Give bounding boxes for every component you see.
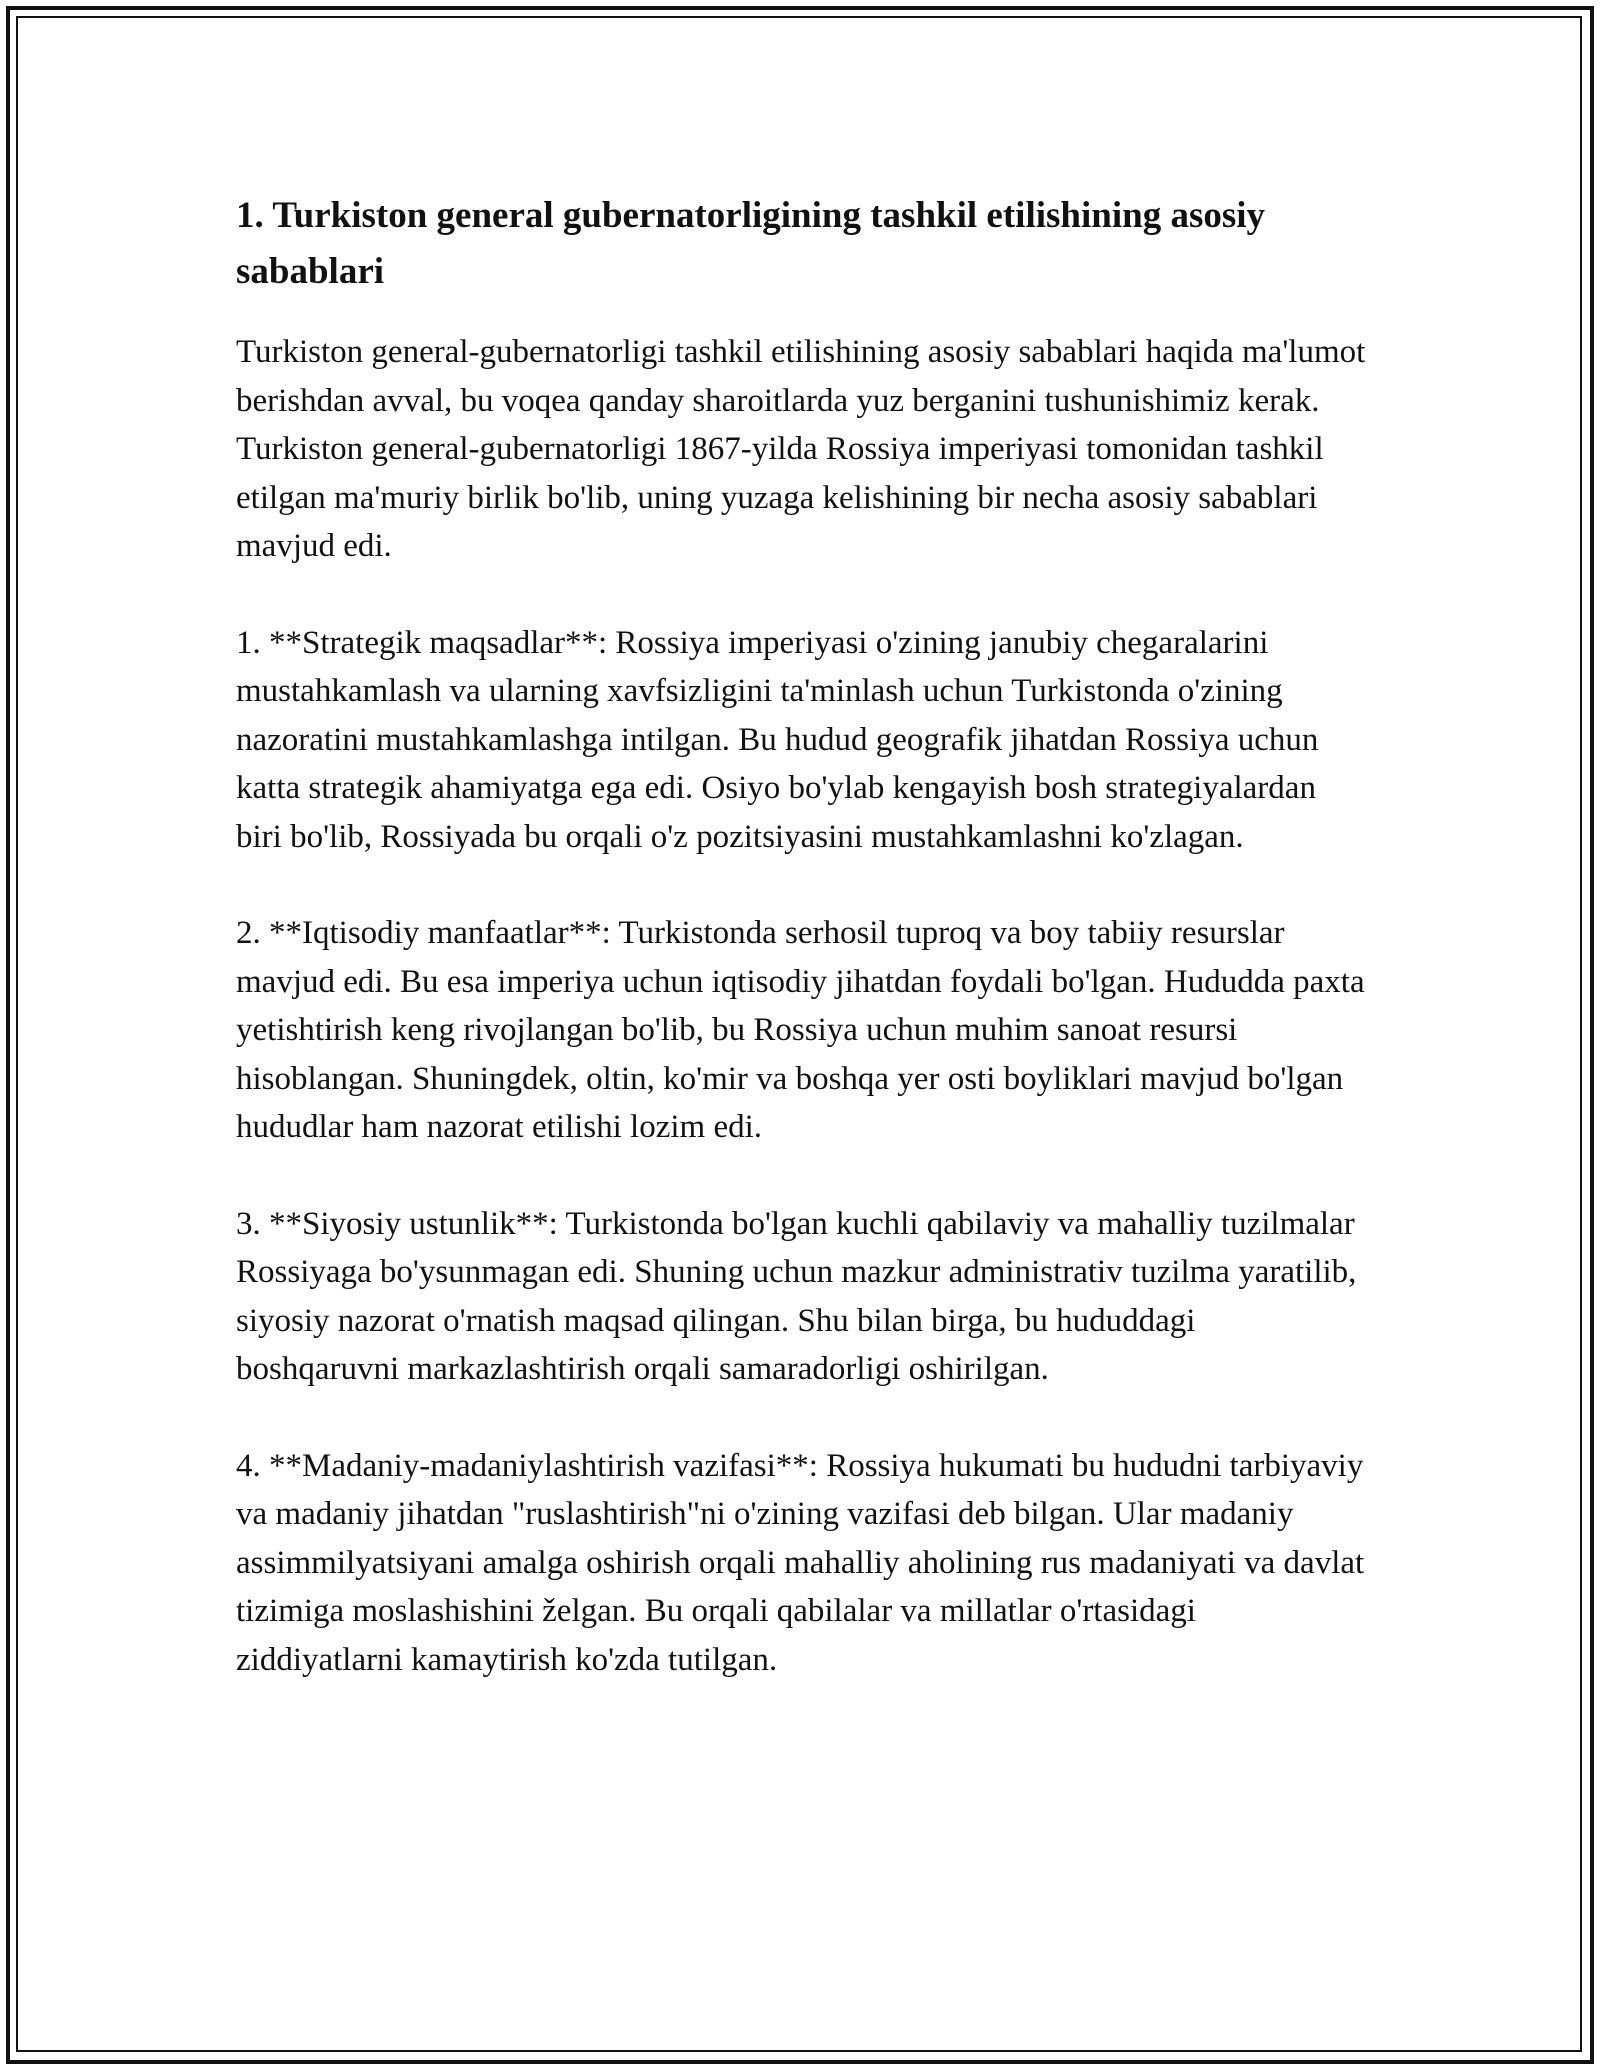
point-political-dominance: 3. **Siyosiy ustunlik**: Turkistonda bo'lgan kuchli qabilaviy va mahalliy tuzilmalar Rossiyaga bo'ysunmagan edi. Shuning uchun mazkur administrativ tuzilma yaratilib, siyosiy nazorat o'rnatish maqsad qilingan. Shu bilan birga, bu hududdagi boshqaruvni markazlashtirish orqali samaradorligi oshirilgan. [236, 1205, 1357, 1387]
document-title: 1. Turkiston general gubernatorligining tashkil etilishining asosiy sabablari [236, 195, 1266, 292]
point-cultural-mission: 4. **Madaniy-madaniylashtirish vazifasi**: Rossiya hukumati bu hududni tarbiyaviy va madaniy jihatdan "ruslashtirish"ni o'zining vazifasi deb bilgan. Ular madaniy assimmilyatsiyani amalga oshirish orqali mahalliy aholining rus madaniyati va davlat tizimiga moslashishini želgan. Bu orqali qabilalar va millatlar o'rtasidagi ziddiyatlarni kamaytirish ko'zda tutilgan. [236, 1447, 1365, 1678]
document-body [236, 188, 1366, 1732]
intro-paragraph: Turkiston general-gubernatorligi tashkil etilishining asosiy sabablari haqida ma'lumot berishdan avval, bu voqea qanday sharoitlarda yuz berganini tushunishimiz kerak. Turkiston general-gubernatorligi 1867-yilda Rossiya imperiyasi tomonidan tashkil etilgan ma'muriy birlik bo'lib, uning yuzaga kelishining bir necha asosiy sabablari mavjud edi. [236, 334, 1366, 564]
point-economic-interests: 2. **Iqtisodiy manfaatlar**: Turkistonda serhosil tuproq va boy tabiiy resurslar mavjud edi. Bu esa imperiya uchun iqtisodiy jihatdan foydali bo'lgan. Hududda paxta yetishtirish keng rivojlangan bo'lib, bu Rossiya uchun muhim sanoat resursi hisoblangan. Shuningdek, oltin, ko'mir va boshqa yer osti boyliklari mavjud bo'lgan hududlar ham nazorat etilishi lozim edi. [236, 915, 1365, 1145]
point-strategic-goals: 1. **Strategik maqsadlar**: Rossiya imperiyasi o'zining janubiy chegaralarini mustahkamlash va ularning xavfsizligini ta'minlash uchun Turkistonda o'zining nazoratini mustahkamlashga intilgan. Bu hudud geografik jihatdan Rossiya uchun katta strategik ahamiyatga ega edi. Osiyo bo'ylab kengayish bosh strategiyalardan biri bo'lib, Rossiyada bu orqali o'z pozitsiyasini mustahkamlashni ko'zlagan. [236, 624, 1319, 855]
